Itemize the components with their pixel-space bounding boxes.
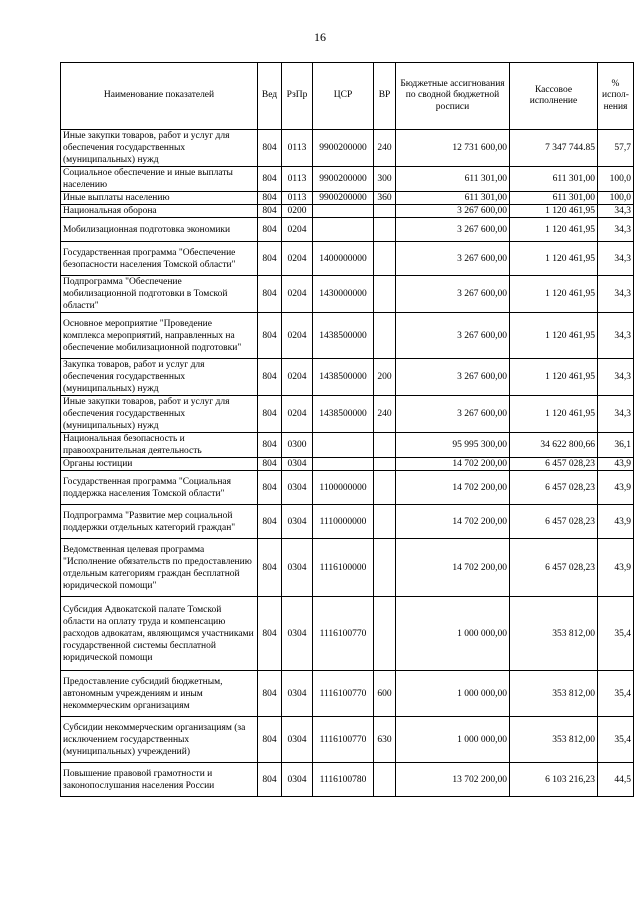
cell-execution-percent: 35,4 bbox=[598, 671, 634, 717]
cell-allocation: 14 702 200,00 bbox=[396, 458, 510, 471]
table-row bbox=[61, 458, 634, 471]
cell-vr bbox=[374, 205, 396, 218]
cell-cash-execution: 611 301,00 bbox=[510, 167, 598, 192]
cell-cash-execution: 611 301,00 bbox=[510, 192, 598, 205]
cell-vr bbox=[374, 597, 396, 671]
cell-allocation: 14 702 200,00 bbox=[396, 471, 510, 505]
cell-csr: 1116100000 bbox=[313, 539, 374, 597]
cell-execution-percent: 43,9 bbox=[598, 539, 634, 597]
cell-name: Государственная программа "Социальная поддержка населения Томской области" bbox=[61, 471, 258, 505]
cell-csr: 1116100780 bbox=[313, 763, 374, 797]
table-row bbox=[61, 597, 634, 671]
cell-rzpr: 0113 bbox=[282, 192, 313, 205]
header-execution-percent: % испол- нения bbox=[598, 63, 634, 130]
cell-allocation: 3 267 600,00 bbox=[396, 242, 510, 276]
cell-ved: 804 bbox=[258, 192, 282, 205]
cell-cash-execution: 353 812,00 bbox=[510, 671, 598, 717]
cell-vr bbox=[374, 276, 396, 313]
cell-ved: 804 bbox=[258, 671, 282, 717]
cell-rzpr: 0204 bbox=[282, 276, 313, 313]
cell-ved: 804 bbox=[258, 276, 282, 313]
cell-ved: 804 bbox=[258, 539, 282, 597]
cell-csr: 9900200000 bbox=[313, 192, 374, 205]
cell-execution-percent: 43,9 bbox=[598, 471, 634, 505]
cell-vr bbox=[374, 763, 396, 797]
cell-csr: 1110000000 bbox=[313, 505, 374, 539]
cell-cash-execution: 353 812,00 bbox=[510, 717, 598, 763]
cell-name: Национальная оборона bbox=[61, 205, 258, 218]
cell-rzpr: 0304 bbox=[282, 539, 313, 597]
cell-allocation: 3 267 600,00 bbox=[396, 276, 510, 313]
cell-vr: 240 bbox=[374, 396, 396, 433]
cell-ved: 804 bbox=[258, 396, 282, 433]
cell-allocation: 95 995 300,00 bbox=[396, 433, 510, 458]
cell-rzpr: 0304 bbox=[282, 717, 313, 763]
table-header-row bbox=[61, 63, 634, 130]
cell-vr bbox=[374, 433, 396, 458]
cell-execution-percent: 34,3 bbox=[598, 359, 634, 396]
cell-cash-execution: 1 120 461,95 bbox=[510, 396, 598, 433]
cell-ved: 804 bbox=[258, 717, 282, 763]
table-body bbox=[61, 130, 634, 797]
cell-allocation: 611 301,00 bbox=[396, 167, 510, 192]
cell-name: Основное мероприятие "Проведение комплекса мероприятий, направленных на обеспечение мобилизационной подготовки" bbox=[61, 313, 258, 359]
cell-csr bbox=[313, 218, 374, 242]
cell-cash-execution: 6 457 028,23 bbox=[510, 539, 598, 597]
cell-rzpr: 0113 bbox=[282, 130, 313, 167]
cell-execution-percent: 43,9 bbox=[598, 458, 634, 471]
cell-csr bbox=[313, 205, 374, 218]
cell-execution-percent: 44,5 bbox=[598, 763, 634, 797]
cell-allocation: 3 267 600,00 bbox=[396, 313, 510, 359]
cell-csr: 1116100770 bbox=[313, 597, 374, 671]
cell-rzpr: 0300 bbox=[282, 433, 313, 458]
cell-allocation: 3 267 600,00 bbox=[396, 396, 510, 433]
cell-name: Иные закупки товаров, работ и услуг для обеспечения государственных (муниципальных) нужд bbox=[61, 130, 258, 167]
cell-name: Социальное обеспечение и иные выплаты населению bbox=[61, 167, 258, 192]
cell-ved: 804 bbox=[258, 313, 282, 359]
cell-execution-percent: 100,0 bbox=[598, 192, 634, 205]
cell-execution-percent: 35,4 bbox=[598, 717, 634, 763]
header-ved: Вед bbox=[258, 63, 282, 130]
cell-allocation: 3 267 600,00 bbox=[396, 359, 510, 396]
cell-csr: 1100000000 bbox=[313, 471, 374, 505]
cell-csr bbox=[313, 433, 374, 458]
cell-name: Предоставление субсидий бюджетным, автономным учреждениям и иным некоммерческим организациям bbox=[61, 671, 258, 717]
cell-cash-execution: 1 120 461,95 bbox=[510, 313, 598, 359]
table-row bbox=[61, 763, 634, 797]
header-csr: ЦСР bbox=[313, 63, 374, 130]
cell-csr: 1116100770 bbox=[313, 671, 374, 717]
page-number: 16 bbox=[314, 30, 326, 44]
header-name: Наименование показателей bbox=[61, 63, 258, 130]
cell-vr bbox=[374, 313, 396, 359]
cell-name: Подпрограмма "Развитие мер социальной поддержки отдельных категорий граждан" bbox=[61, 505, 258, 539]
cell-cash-execution: 6 457 028,23 bbox=[510, 471, 598, 505]
cell-ved: 804 bbox=[258, 471, 282, 505]
cell-rzpr: 0304 bbox=[282, 763, 313, 797]
table-row bbox=[61, 167, 634, 192]
cell-vr bbox=[374, 505, 396, 539]
cell-cash-execution: 6 457 028,23 bbox=[510, 505, 598, 539]
cell-execution-percent: 34,3 bbox=[598, 205, 634, 218]
cell-vr: 630 bbox=[374, 717, 396, 763]
cell-rzpr: 0200 bbox=[282, 205, 313, 218]
cell-name: Подпрограмма "Обеспечение мобилизационной подготовки в Томской области" bbox=[61, 276, 258, 313]
cell-allocation: 1 000 000,00 bbox=[396, 671, 510, 717]
header-cash-execution: Кассовое исполнение bbox=[510, 63, 598, 130]
cell-name: Ведомственная целевая программа "Исполнение обязательств по предоставлению отдельным категориям граждан бесплатной юридической помощи" bbox=[61, 539, 258, 597]
cell-cash-execution: 353 812,00 bbox=[510, 597, 598, 671]
cell-vr: 200 bbox=[374, 359, 396, 396]
cell-name: Субсидии некоммерческим организациям (за исключением государственных (муниципальных) учреждений) bbox=[61, 717, 258, 763]
cell-vr bbox=[374, 218, 396, 242]
cell-vr: 360 bbox=[374, 192, 396, 205]
cell-name: Повышение правовой грамотности и законопослушания населения России bbox=[61, 763, 258, 797]
cell-name: Органы юстиции bbox=[61, 458, 258, 471]
cell-cash-execution: 1 120 461,95 bbox=[510, 205, 598, 218]
cell-name: Иные закупки товаров, работ и услуг для обеспечения государственных (муниципальных) нужд bbox=[61, 396, 258, 433]
table-row bbox=[61, 218, 634, 242]
cell-vr bbox=[374, 471, 396, 505]
cell-csr: 1438500000 bbox=[313, 359, 374, 396]
table-row bbox=[61, 671, 634, 717]
cell-rzpr: 0304 bbox=[282, 671, 313, 717]
cell-rzpr: 0204 bbox=[282, 396, 313, 433]
cell-rzpr: 0304 bbox=[282, 597, 313, 671]
cell-name: Субсидия Адвокатской палате Томской области на оплату труда и компенсацию расходов адвокатам, являющимся участниками государственной системы бесплатной юридической помощи bbox=[61, 597, 258, 671]
cell-allocation: 611 301,00 bbox=[396, 192, 510, 205]
cell-ved: 804 bbox=[258, 130, 282, 167]
cell-allocation: 1 000 000,00 bbox=[396, 717, 510, 763]
cell-csr: 1116100770 bbox=[313, 717, 374, 763]
cell-allocation: 14 702 200,00 bbox=[396, 539, 510, 597]
cell-vr bbox=[374, 539, 396, 597]
header-vr: ВР bbox=[374, 63, 396, 130]
cell-execution-percent: 34,3 bbox=[598, 276, 634, 313]
cell-rzpr: 0204 bbox=[282, 359, 313, 396]
cell-ved: 804 bbox=[258, 242, 282, 276]
header-allocations: Бюджетные ассигнования по сводной бюджетной росписи bbox=[396, 63, 510, 130]
cell-csr bbox=[313, 458, 374, 471]
cell-allocation: 1 000 000,00 bbox=[396, 597, 510, 671]
cell-ved: 804 bbox=[258, 505, 282, 539]
cell-csr: 1400000000 bbox=[313, 242, 374, 276]
cell-allocation: 3 267 600,00 bbox=[396, 218, 510, 242]
cell-allocation: 14 702 200,00 bbox=[396, 505, 510, 539]
cell-execution-percent: 34,3 bbox=[598, 313, 634, 359]
cell-ved: 804 bbox=[258, 205, 282, 218]
table-row bbox=[61, 396, 634, 433]
cell-csr: 1438500000 bbox=[313, 313, 374, 359]
cell-rzpr: 0304 bbox=[282, 505, 313, 539]
cell-execution-percent: 34,3 bbox=[598, 218, 634, 242]
cell-rzpr: 0204 bbox=[282, 242, 313, 276]
cell-execution-percent: 100,0 bbox=[598, 167, 634, 192]
cell-vr bbox=[374, 458, 396, 471]
table-row bbox=[61, 313, 634, 359]
cell-execution-percent: 36,1 bbox=[598, 433, 634, 458]
cell-vr: 240 bbox=[374, 130, 396, 167]
table-row bbox=[61, 130, 634, 167]
cell-name: Государственная программа "Обеспечение безопасности населения Томской области" bbox=[61, 242, 258, 276]
cell-ved: 804 bbox=[258, 458, 282, 471]
cell-rzpr: 0204 bbox=[282, 313, 313, 359]
cell-name: Национальная безопасность и правоохранительная деятельность bbox=[61, 433, 258, 458]
table-row bbox=[61, 276, 634, 313]
cell-rzpr: 0113 bbox=[282, 167, 313, 192]
cell-csr: 9900200000 bbox=[313, 167, 374, 192]
cell-cash-execution: 34 622 800,66 bbox=[510, 433, 598, 458]
cell-ved: 804 bbox=[258, 218, 282, 242]
cell-execution-percent: 34,3 bbox=[598, 242, 634, 276]
table-row bbox=[61, 471, 634, 505]
table-row bbox=[61, 359, 634, 396]
cell-ved: 804 bbox=[258, 167, 282, 192]
cell-allocation: 3 267 600,00 bbox=[396, 205, 510, 218]
budget-execution-table bbox=[60, 62, 634, 797]
cell-execution-percent: 35,4 bbox=[598, 597, 634, 671]
cell-csr: 1438500000 bbox=[313, 396, 374, 433]
cell-rzpr: 0304 bbox=[282, 471, 313, 505]
cell-csr: 1430000000 bbox=[313, 276, 374, 313]
table-row bbox=[61, 242, 634, 276]
table-row bbox=[61, 717, 634, 763]
cell-execution-percent: 57,7 bbox=[598, 130, 634, 167]
cell-csr: 9900200000 bbox=[313, 130, 374, 167]
cell-execution-percent: 34,3 bbox=[598, 396, 634, 433]
table-row bbox=[61, 539, 634, 597]
table-row bbox=[61, 505, 634, 539]
cell-ved: 804 bbox=[258, 763, 282, 797]
cell-execution-percent: 43,9 bbox=[598, 505, 634, 539]
cell-name: Закупка товаров, работ и услуг для обеспечения государственных (муниципальных) нужд bbox=[61, 359, 258, 396]
cell-cash-execution: 6 457 028,23 bbox=[510, 458, 598, 471]
header-rzpr: РзПр bbox=[282, 63, 313, 130]
cell-ved: 804 bbox=[258, 597, 282, 671]
cell-ved: 804 bbox=[258, 433, 282, 458]
cell-cash-execution: 6 103 216,23 bbox=[510, 763, 598, 797]
cell-allocation: 12 731 600,00 bbox=[396, 130, 510, 167]
cell-allocation: 13 702 200,00 bbox=[396, 763, 510, 797]
table-row bbox=[61, 433, 634, 458]
cell-ved: 804 bbox=[258, 359, 282, 396]
cell-cash-execution: 1 120 461,95 bbox=[510, 276, 598, 313]
cell-vr: 600 bbox=[374, 671, 396, 717]
cell-cash-execution: 7 347 744.85 bbox=[510, 130, 598, 167]
table-row bbox=[61, 205, 634, 218]
cell-cash-execution: 1 120 461,95 bbox=[510, 242, 598, 276]
cell-cash-execution: 1 120 461,95 bbox=[510, 218, 598, 242]
cell-vr: 300 bbox=[374, 167, 396, 192]
cell-cash-execution: 1 120 461,95 bbox=[510, 359, 598, 396]
table-row bbox=[61, 192, 634, 205]
cell-rzpr: 0304 bbox=[282, 458, 313, 471]
cell-rzpr: 0204 bbox=[282, 218, 313, 242]
cell-vr bbox=[374, 242, 396, 276]
cell-name: Мобилизационная подготовка экономики bbox=[61, 218, 258, 242]
cell-name: Иные выплаты населению bbox=[61, 192, 258, 205]
